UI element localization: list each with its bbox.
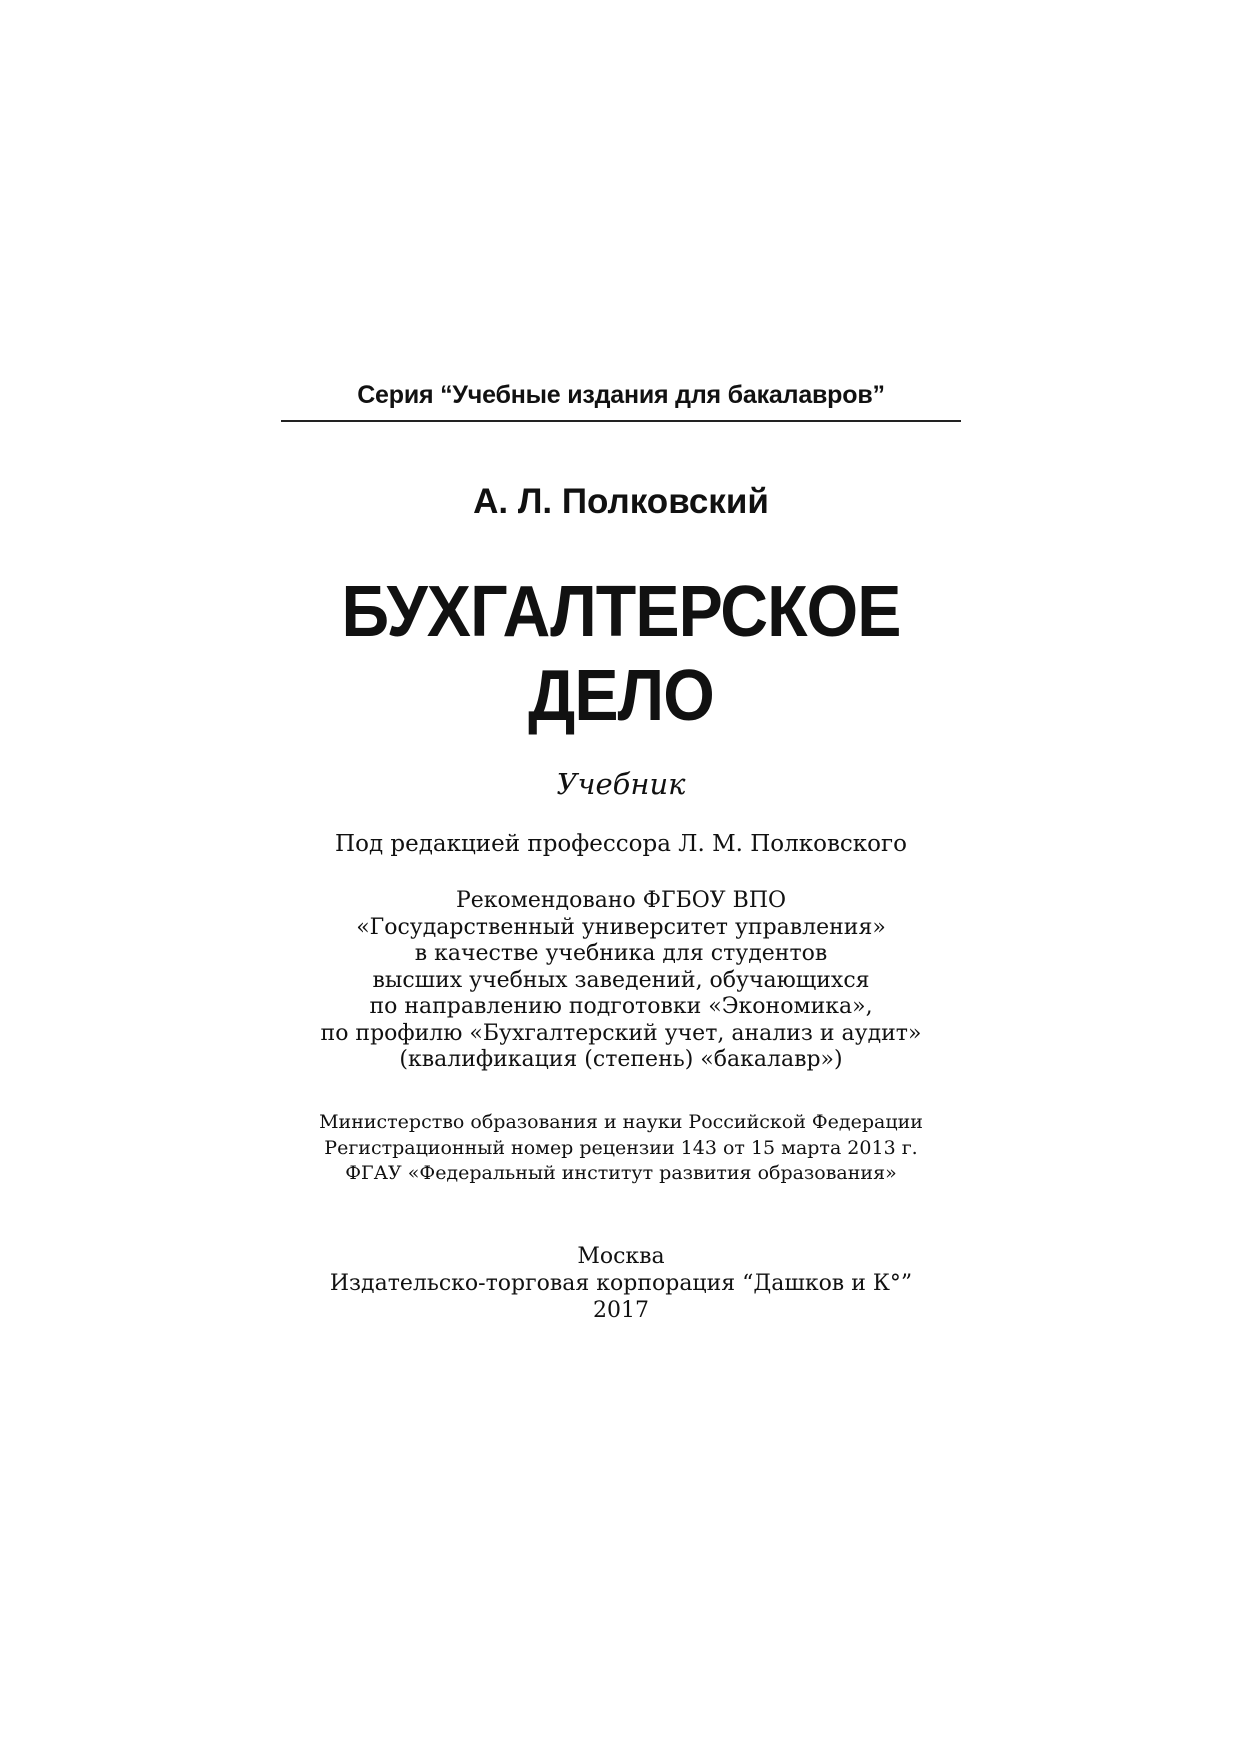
recommendation-line: по профилю «Бухгалтерский учет, анализ и аудит»	[320, 1020, 922, 1046]
ministry-line: Министерство образования и науки Российской Федерации	[319, 1111, 923, 1133]
ministry-line: ФГАУ «Федеральный институт развития образования»	[345, 1162, 897, 1184]
recommendation-line: в качестве учебника для студентов	[414, 941, 828, 966]
publisher-block	[281, 1243, 961, 1324]
editor-line: Под редакцией профессора Л. М. Полковского	[335, 831, 907, 857]
recommendation-block	[281, 888, 961, 1074]
series-divider	[281, 420, 961, 422]
recommendation-line: по направлению подготовки «Экономика»,	[369, 994, 873, 1019]
recommendation-line: «Государственный университет управления»	[356, 914, 886, 940]
publication-year: 2017	[593, 1298, 649, 1323]
recommendation-line: высших учебных заведений, обучающихся	[372, 967, 870, 993]
book-title-line-2: ДЕЛО	[528, 656, 714, 736]
book-title	[308, 570, 934, 738]
recommendation-line: (квалификация (степень) «бакалавр»)	[399, 1047, 843, 1072]
recommendation-line: Рекомендовано ФГБОУ ВПО	[455, 888, 787, 913]
author-name: А. Л. Полковский	[473, 482, 769, 521]
series-heading: Серия “Учебные издания для бакалавров”	[357, 381, 885, 409]
book-subtitle: Учебник	[556, 767, 686, 801]
book-title-line-1: БУХГАЛТЕРСКОЕ	[341, 572, 901, 652]
ministry-line: Регистрационный номер рецензии 143 от 15 марта 2013 г.	[324, 1136, 918, 1159]
publisher-city: Москва	[577, 1244, 665, 1269]
ministry-block	[281, 1110, 961, 1187]
publisher-name: Издательско-торговая корпорация “Дашков и К°”	[329, 1271, 913, 1296]
